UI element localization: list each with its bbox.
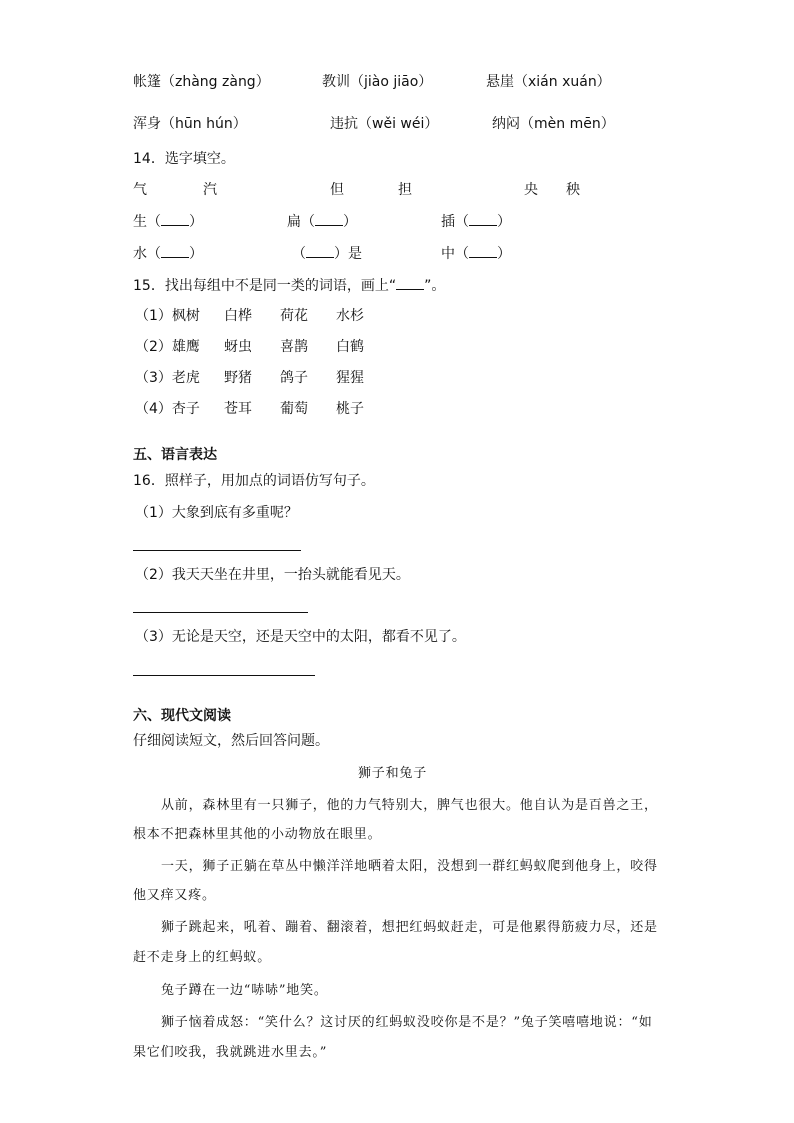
story-line: 狮子恼着成怒：“笑什么？这讨厌的红蚂蚁没咬你是不是？”兔子笑嘻嘻地说：“如	[161, 1015, 653, 1030]
example-sentence: （3）无论是天空，还是天空中的太阳，都看不见了。	[135, 629, 466, 645]
section-heading: 五、语言表达	[133, 447, 217, 463]
fill-blank-item: 中（ ）	[441, 243, 511, 264]
story-line: 根本不把森林里其他的小动物放在眼里。	[133, 827, 382, 842]
answer-blank[interactable]	[306, 243, 334, 258]
answer-line[interactable]	[133, 550, 301, 551]
word-option[interactable]: 苍耳	[224, 401, 252, 417]
story-line: 果它们咬我，我就跳进水里去。”	[133, 1045, 328, 1060]
answer-blank[interactable]	[161, 243, 189, 258]
pinyin-item: 违抗（wěi wéi）	[330, 116, 439, 132]
story-line: 他又痒又疼。	[133, 888, 216, 903]
word-group-label: （4）杏子	[135, 401, 200, 417]
char-option: 但	[330, 182, 344, 198]
pinyin-item: 纳闷（mèn mēn）	[492, 116, 615, 132]
story-line: 从前，森林里有一只狮子，他的力气特别大，脾气也很大。他自认为是百兽之王，	[161, 798, 658, 813]
word-option[interactable]: 白桦	[224, 308, 252, 324]
word-option[interactable]: 葡萄	[280, 401, 308, 417]
story-line: 兔子蹲在一边“哧哧”地笑。	[161, 983, 328, 998]
word-option[interactable]: 水杉	[336, 308, 364, 324]
answer-blank[interactable]	[469, 211, 497, 226]
fill-blank-item: 扁（ ）	[287, 211, 357, 232]
answer-blank[interactable]	[315, 211, 343, 226]
fill-blank-item: （ ）是	[292, 243, 362, 264]
pinyin-item: 帐篷（zhàng zàng）	[133, 74, 270, 90]
char-option: 秧	[566, 182, 580, 198]
fill-blank-item: 水（ ）	[133, 243, 203, 264]
char-option: 担	[398, 182, 412, 198]
word-option[interactable]: 桃子	[336, 401, 364, 417]
question-16-title: 16．照样子，用加点的词语仿写句子。	[133, 473, 375, 489]
story-line: 一天，狮子正躺在草丛中懒洋洋地晒着太阳，没想到一群红蚂蚁爬到他身上，咬得	[161, 859, 658, 874]
word-option[interactable]: 鸽子	[280, 370, 308, 386]
pinyin-item: 悬崖（xián xuán）	[486, 74, 611, 90]
word-option[interactable]: 喜鹊	[280, 339, 308, 355]
word-option[interactable]: 野猪	[224, 370, 252, 386]
answer-blank[interactable]	[161, 211, 189, 226]
question-15-title: 15．找出每组中不是同一类的词语，画上“ ”。	[133, 275, 445, 296]
story-line: 狮子跳起来，吼着、蹦着、翻滚着，想把红蚂蚁赶走，可是他累得筋疲力尽，还是	[161, 920, 658, 935]
section-heading: 六、现代文阅读	[133, 708, 231, 724]
example-sentence: （1）大象到底有多重呢？	[135, 505, 298, 521]
word-group-label: （2）雄鹰	[135, 339, 200, 355]
story-title: 狮子和兔子	[358, 766, 428, 781]
pinyin-item: 浑身（hūn hún）	[133, 116, 247, 132]
reading-instruction: 仔细阅读短文，然后回答问题。	[133, 733, 329, 749]
char-option: 汽	[203, 182, 217, 198]
answer-line[interactable]	[133, 675, 315, 676]
word-option[interactable]: 荷花	[280, 308, 308, 324]
pinyin-item: 教训（jiào jiāo）	[322, 74, 433, 90]
fill-blank-item: 插（ ）	[441, 211, 511, 232]
word-option[interactable]: 猩猩	[336, 370, 364, 386]
story-line: 赶不走身上的红蚂蚁。	[133, 950, 272, 965]
underline-sample	[396, 275, 424, 290]
fill-blank-item: 生（ ）	[133, 211, 203, 232]
word-group-label: （3）老虎	[135, 370, 200, 386]
word-group-label: （1）枫树	[135, 308, 200, 324]
example-sentence: （2）我天天坐在井里，一抬头就能看见天。	[135, 567, 410, 583]
question-14-title: 14．选字填空。	[133, 151, 235, 167]
char-option: 央	[524, 182, 538, 198]
char-option: 气	[133, 182, 147, 198]
word-option[interactable]: 白鹤	[336, 339, 364, 355]
answer-line[interactable]	[133, 612, 308, 613]
word-option[interactable]: 蚜虫	[224, 339, 252, 355]
answer-blank[interactable]	[469, 243, 497, 258]
